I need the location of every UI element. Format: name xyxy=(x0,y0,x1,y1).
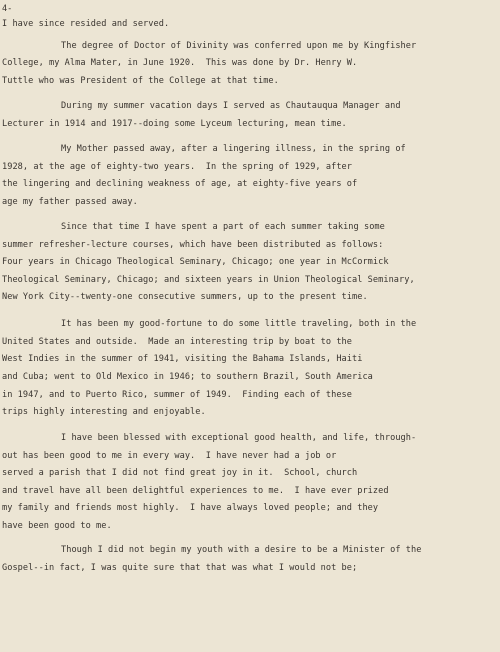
text-line: Four years in Chicago Theological Seminary, Chicago; one year in McCormick xyxy=(2,257,389,267)
text-line: Theological Seminary, Chicago; and sixteen years in Union Theological Seminary, xyxy=(2,275,415,285)
text-line: United States and outside. Made an interesting trip by boat to the xyxy=(2,337,352,347)
text-line: in 1947, and to Puerto Rico, summer of 1949. Finding each of these xyxy=(2,390,352,400)
text-line: out has been good to me in every way. I have never had a job or xyxy=(2,451,337,461)
text-line: Though I did not begin my youth with a desire to be a Minister of the xyxy=(61,545,422,555)
text-line: served a parish that I did not find great joy in it. School, church xyxy=(2,468,358,478)
text-line: My Mother passed away, after a lingering illness, in the spring of xyxy=(61,144,406,154)
text-line: During my summer vacation days I served as Chautauqua Manager and xyxy=(61,101,401,111)
text-line: and travel have all been delightful experiences to me. I have ever prized xyxy=(2,486,389,496)
text-line: summer refresher-lecture courses, which have been distributed as follows: xyxy=(2,240,384,250)
text-line: and Cuba; went to Old Mexico in 1946; to southern Brazil, South America xyxy=(2,372,373,382)
text-line: Gospel--in fact, I was quite sure that that was what I would not be; xyxy=(2,563,358,573)
text-line: The degree of Doctor of Divinity was conferred upon me by Kingfisher xyxy=(61,41,417,51)
text-line: age my father passed away. xyxy=(2,197,138,207)
text-line: I have been blessed with exceptional good health, and life, through- xyxy=(61,433,417,443)
text-line: West Indies in the summer of 1941, visiting the Bahama Islands, Haiti xyxy=(2,354,363,364)
text-line: It has been my good-fortune to do some little traveling, both in the xyxy=(61,319,417,329)
text-line: Tuttle who was President of the College at that time. xyxy=(2,76,279,86)
text-line: Lecturer in 1914 and 1917--doing some Lyceum lecturing, mean time. xyxy=(2,119,347,129)
text-line: 1928, at the age of eighty-two years. In the spring of 1929, after xyxy=(2,162,352,172)
page-number: 4- xyxy=(2,4,13,14)
text-line: trips highly interesting and enjoyable. xyxy=(2,407,206,417)
text-line: have been good to me. xyxy=(2,521,112,531)
text-line: I have since resided and served. xyxy=(2,19,170,29)
text-line: my family and friends most highly. I have always loved people; and they xyxy=(2,503,379,513)
text-line: the lingering and declining weakness of age, at eighty-five years of xyxy=(2,179,358,189)
text-line: New York City--twenty-one consecutive summers, up to the present time. xyxy=(2,292,368,302)
text-line: Since that time I have spent a part of each summer taking some xyxy=(61,222,385,232)
text-line: College, my Alma Mater, in June 1920. This was done by Dr. Henry W. xyxy=(2,58,358,68)
